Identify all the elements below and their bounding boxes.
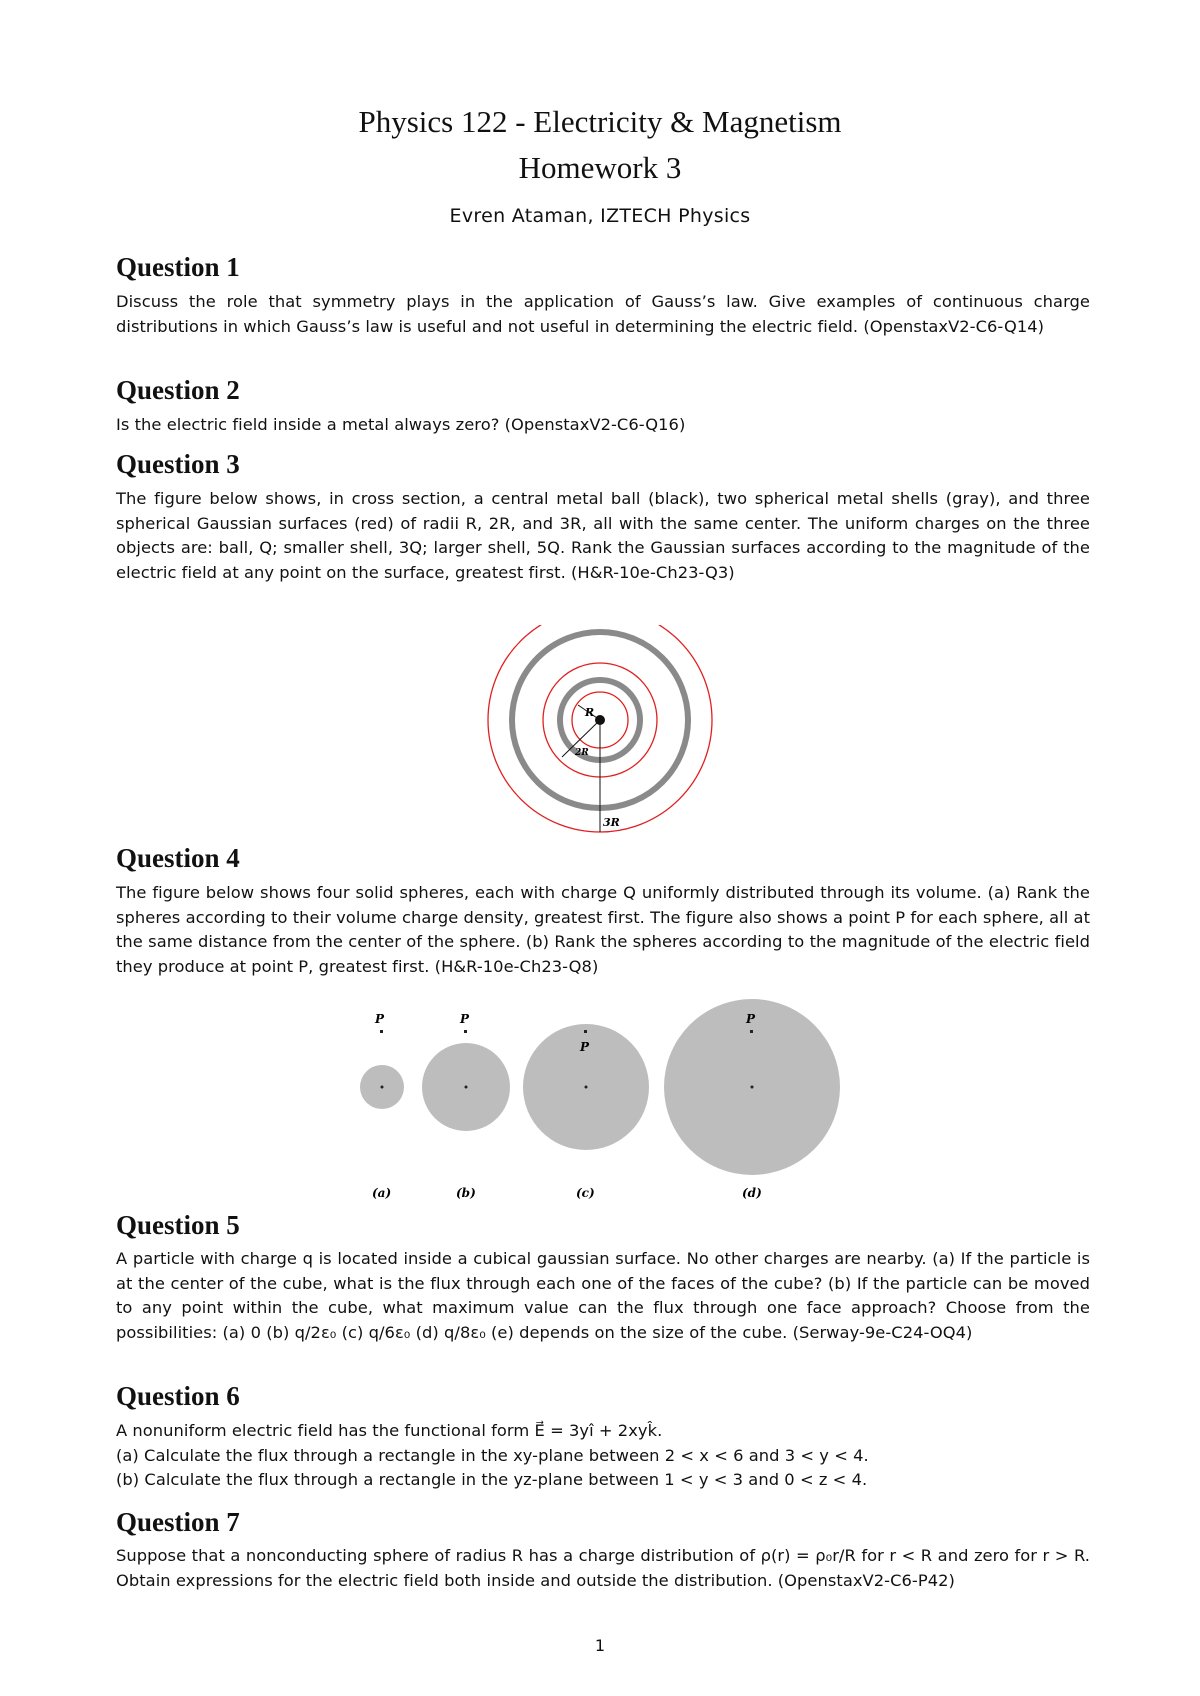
sphere-d-p-label: P (746, 1012, 756, 1026)
sphere-d-point-p (750, 1030, 753, 1033)
question-6-intro: A nonuniform electric field has the functional form E⃗ = 3yî + 2xyk̂. (116, 1421, 663, 1440)
sphere-c-center (585, 1086, 588, 1089)
solid-spheres-figure (350, 995, 850, 1210)
sphere-b-caption: (b) (456, 1186, 476, 1200)
question-4-body: The figure below shows four solid spheres, each with charge Q uniformly distributed through its volume. (a) Rank the spheres according to their volume charge density, greatest first. The figure also shows a point P for each sphere, all at the same distance from the center of the sphere. (b) Rank the spheres according to the magnitude of the electric field they produce at point P, greatest first. (H&R-10e-Ch23-Q8) (116, 883, 1090, 976)
question-4-heading: Question 4 (116, 843, 240, 873)
question-6-part-a: (a) Calculate the flux through a rectangle in the xy-plane between 2 < x < 6 and 3 < y < 4. (116, 1445, 869, 1465)
sphere-d-caption: (d) (742, 1186, 762, 1200)
question-1-heading: Question 1 (116, 252, 240, 282)
gaussian-surfaces-figure (480, 625, 720, 845)
sphere-b-center (465, 1086, 468, 1089)
document-title: Physics 122 - Electricity & Magnetism (358, 104, 842, 139)
question-6-body (116, 1419, 1090, 1493)
question-2-body: Is the electric field inside a metal always zero? (OpenstaxV2-C6-Q16) (116, 415, 686, 434)
question-7-body: Suppose that a nonconducting sphere of radius R has a charge distribution of ρ(r) = ρ₀r/R for r < R and zero for r > R. Obtain expressions for the electric field both inside and outside the distribution. (OpenstaxV2-C6-P42) (116, 1546, 1090, 1590)
page-number: 1 (594, 1636, 606, 1655)
question-3-heading: Question 3 (116, 449, 240, 479)
question-5-body: A particle with charge q is located inside a cubical gaussian surface. No other charges are nearby. (a) If the particle is at the center of the cube, what is the flux through each one of the faces of the cube? (b) If the particle can be moved to any point within the cube, what maximum value can the flux through one face approach? Choose from the possibilities: (a) 0 (b) q/2ε₀ (c) q/6ε₀ (d) q/8ε₀ (e) depends on the size of the cube. (Serway-9e-C24-OQ4) (116, 1249, 1090, 1342)
sphere-c-point-p (584, 1030, 587, 1033)
question-6-part-b: (b) Calculate the flux through a rectangle in the yz-plane between 1 < y < 3 and 0 < z < 4. (116, 1470, 868, 1489)
sphere-b-point-p (464, 1030, 467, 1033)
question-3-body: The figure below shows, in cross section, a central metal ball (black), two spherical metal shells (gray), and three spherical Gaussian surfaces (red) of radii R, 2R, and 3R, all with the same center. The uniform charges on the three objects are: ball, Q; smaller shell, 3Q; larger shell, 5Q. Rank the Gaussian surfaces according to the magnitude of the electric field at any point on the surface, greatest first. (H&R-10e-Ch23-Q3) (116, 489, 1090, 582)
document-author: Evren Ataman, IZTECH Physics (449, 205, 751, 227)
sphere-a-center (381, 1086, 384, 1089)
question-5-heading: Question 5 (116, 1210, 240, 1240)
sphere-a-p-label: P (375, 1012, 385, 1026)
question-2-heading: Question 2 (116, 375, 240, 405)
sphere-c-p-label: P (580, 1040, 590, 1054)
question-6-heading: Question 6 (116, 1381, 240, 1411)
sphere-c-caption: (c) (576, 1186, 595, 1200)
document-subtitle: Homework 3 (518, 150, 682, 185)
label-3r: 3R (603, 816, 620, 829)
sphere-a-point-p (380, 1030, 383, 1033)
sphere-d-center (751, 1086, 754, 1089)
label-r: R (585, 706, 595, 719)
question-1-body: Discuss the role that symmetry plays in the application of Gauss’s law. Give examples of continuous charge distributions in which Gauss’s law is useful and not useful in determining the electric field. (OpenstaxV2-C6-Q14) (116, 292, 1090, 336)
sphere-a-caption: (a) (372, 1186, 392, 1200)
sphere-b-p-label: P (460, 1012, 470, 1026)
question-7-heading: Question 7 (116, 1507, 240, 1537)
label-2r: 2R (575, 748, 589, 758)
